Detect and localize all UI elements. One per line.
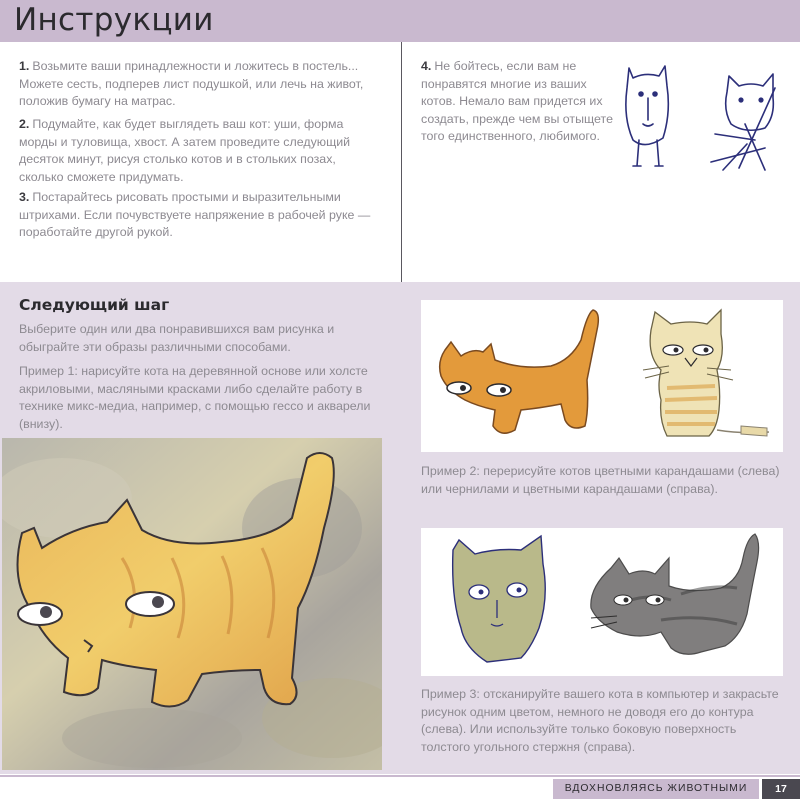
scanned-and-charcoal-cats — [421, 528, 783, 676]
page-title: Инструкции — [14, 2, 214, 38]
painted-cat-image — [2, 438, 382, 770]
step-text: Постарайтесь рисовать простыми и выразительными штрихами. Если почувствуете напряжение в рабочей руке — поработайте другой рукой. — [19, 190, 371, 240]
page-number: 17 — [762, 779, 800, 799]
instruction-step-3 — [19, 189, 375, 242]
step-number: 3. — [19, 190, 30, 204]
instruction-step-2 — [19, 116, 375, 186]
column-divider — [401, 42, 402, 282]
next-step-intro: Выберите один или два понравившихся вам рисунка и обыграйте эти образы различными способами. — [19, 322, 335, 354]
example-3-caption: Пример 3: отсканируйте вашего кота в компьютер и закрасьте рисунок одним цветом, немного не доводя его до контура (слева). Или используйте только боковую поверхность толстого угольного стержня (справа). — [421, 687, 779, 754]
step-text: Возьмите ваши принадлежности и ложитесь в постель... Можете сесть, подперев лист подушкой, или лечь на живот, положив бумагу на матрас. — [19, 59, 364, 109]
ink-cat-sketches — [615, 58, 795, 183]
colored-pencil-cats — [421, 300, 783, 452]
example-1-text: Пример 1: нарисуйте кота на деревянной основе или холсте акриловыми, масляными красками либо сделайте работу в технике микс-медиа, например, с помощью гессо и акварели (внизу). — [19, 364, 371, 431]
next-step-title: Следующий шаг — [19, 296, 170, 314]
instruction-step-1 — [19, 58, 375, 111]
step-number: 1. — [19, 59, 30, 73]
step-text: Подумайте, как будет выглядеть ваш кот: уши, форма морды и туловища, хвост. А затем проведите следующий десяток минут, рисуя столько котов и в стольких позах, сколько сможете придумать. — [19, 117, 351, 184]
footer-rule — [0, 775, 800, 777]
instruction-step-4 — [421, 58, 621, 146]
step-text: Не бойтесь, если вам не понравятся многие из ваших котов. Немало вам придется их создать, прежде чем вы отыщете того единственного, любимого. — [421, 59, 613, 144]
footer-section-title: ВДОХНОВЛЯЯСЬ ЖИВОТНЫМИ — [553, 779, 759, 799]
step-number: 2. — [19, 117, 30, 131]
example-3-image — [421, 528, 783, 676]
step-number: 4. — [421, 59, 432, 73]
example-2-caption: Пример 2: перерисуйте котов цветными карандашами (слева) или чернилами и цветными карандашами (справа). — [421, 464, 780, 496]
example-2-image — [421, 300, 783, 452]
